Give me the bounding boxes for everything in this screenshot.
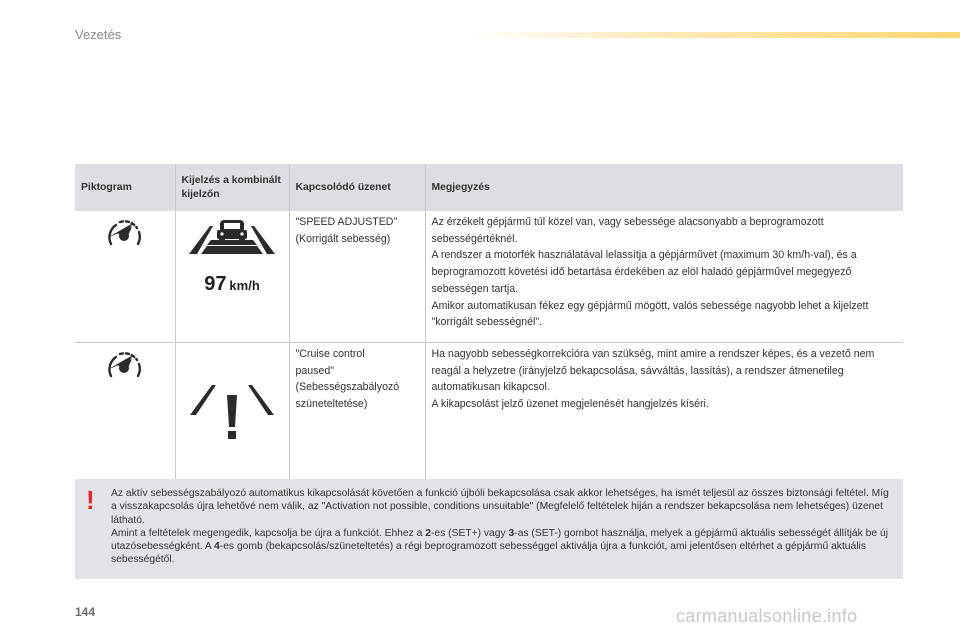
speed-readout bbox=[182, 272, 283, 296]
speed-value: 97 bbox=[204, 272, 227, 295]
pictogram-table bbox=[75, 164, 903, 496]
page-number: 144 bbox=[75, 605, 96, 619]
display-cell bbox=[175, 211, 289, 343]
button-number: 2 bbox=[425, 527, 431, 539]
warning-exclamation-icon: ! bbox=[86, 485, 95, 515]
note-cell bbox=[425, 211, 903, 343]
pictogram-cell bbox=[75, 211, 175, 343]
note-text: Ha nagyobb sebességkorrekcióra van szükség, mint amire a rendszer képes, és a vezető nem reagál a helyzetre (irányjelző bekapcsolása, sávváltás, lassítás), a rendszer átmenetileg automatikusan kikapcsol. A kikapcsolást jelző üzenet megjelenését hangjelzés kíséri. bbox=[431, 348, 875, 411]
header-accent-bar bbox=[470, 32, 960, 38]
warning-box bbox=[75, 479, 903, 579]
message-cell bbox=[289, 211, 425, 343]
chapter-title: Vezetés bbox=[75, 27, 122, 42]
warning-text-segment: -es gomb (bekapcsolás/szüneteltetés) a régi beprogramozott sebességgel aktiválja újra a funkciót, ami jelentősen eltérhet a gépjármű aktuális sebességétől. bbox=[111, 541, 866, 566]
vehicle-ahead-lane-icon bbox=[185, 214, 279, 276]
button-number: 4 bbox=[214, 541, 220, 553]
watermark: carmanualsonline.info bbox=[676, 606, 858, 626]
warning-text bbox=[111, 487, 893, 567]
speed-unit: km/h bbox=[229, 277, 260, 293]
column-header: Piktogram bbox=[75, 164, 175, 211]
speedometer-gauge-icon bbox=[103, 346, 147, 386]
table-row bbox=[75, 211, 903, 343]
column-header: Kijelzés a kombinált kijelzőn bbox=[175, 164, 289, 211]
display-cell bbox=[175, 343, 289, 496]
table-row bbox=[75, 343, 903, 496]
speedometer-gauge-icon bbox=[103, 214, 147, 254]
message-text: "Cruise control paused" (Sebességszabályozó szüneteltetése) bbox=[295, 348, 400, 411]
button-number: 3 bbox=[508, 527, 515, 539]
note-text: Az érzékelt gépjármű túl közel van, vagy sebessége alacsonyabb a beprogramozott sebességértéknél. A rendszer a motorfék használatával lelassítja a gépjárművet (maximum 30 km/h-val), és a beprogramozott követési idő betartása érdekében az elöl haladó gépjárművel megegyező sebességen tartja. Amikor automatikusan fékez egy gépjármű mögött, valós sebessége nagyobb lehet a kijelzett "korrigált sebességnél". bbox=[431, 216, 869, 329]
table-header-row bbox=[75, 164, 903, 211]
warning-text-segment: Amint a feltételek megengedik, kapcsolja be újra a funkciót. Ehhez a bbox=[111, 527, 426, 539]
warning-text-segment: -as (SET-) gombot használja, melyek a gépjármű aktuális sebességét állítják be új utazósebességként. A bbox=[111, 527, 888, 553]
warning-paragraph: Az aktív sebességszabályozó automatikus kikapcsolását követően a funkció újbóli bekapcsolása csak akkor lehetséges, ha ismét teljesül az összes biztonsági feltétel. Míg a visszakapcsolás újra lehetővé nem válik, az "Activation not possible, conditions unsuitable" (Megfelelő feltételek hiján a rendszer bekapcsolása nem lehetséges) üzenet látható. bbox=[111, 488, 889, 526]
warning-text-segment: -es (SET+) vagy bbox=[430, 527, 509, 539]
message-cell bbox=[289, 343, 425, 496]
column-header: Megjegyzés bbox=[431, 181, 490, 193]
message-text: "SPEED ADJUSTED" (Korrigált sebesség) bbox=[295, 216, 398, 245]
column-header: Kapcsolódó üzenet bbox=[289, 164, 425, 211]
note-cell bbox=[425, 343, 903, 496]
pictogram-cell bbox=[75, 343, 175, 496]
warning-exclamation-lanes-icon bbox=[182, 379, 282, 443]
